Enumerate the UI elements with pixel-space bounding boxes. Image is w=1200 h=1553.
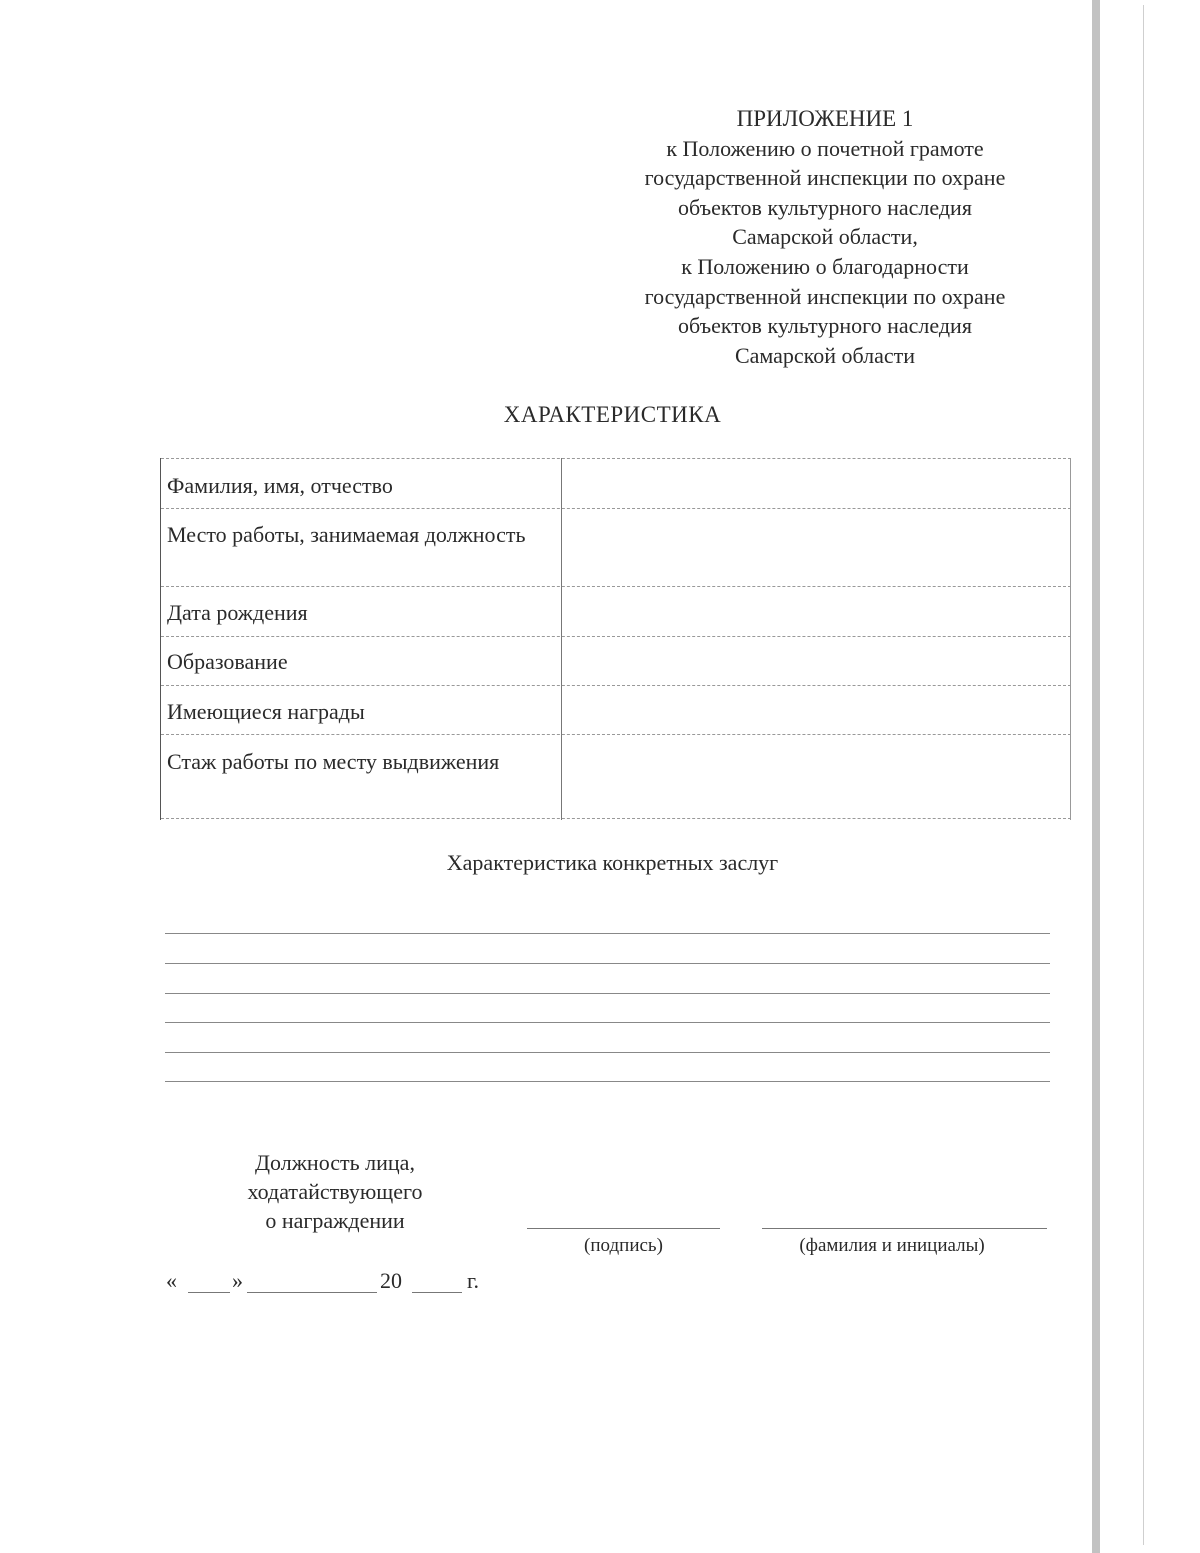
position-line: о награждении: [265, 1208, 405, 1233]
row-border: [161, 586, 1071, 587]
header-line: объектов культурного наследия: [678, 313, 972, 339]
month-field[interactable]: [247, 1292, 377, 1293]
row-border: [161, 734, 1071, 735]
header-line: государственной инспекции по охране: [644, 165, 1006, 191]
merits-line[interactable]: [165, 1022, 1050, 1023]
row-border: [161, 818, 1071, 819]
personal-info-table: [160, 458, 1071, 820]
row-label: Стаж работы по месту выдвижения: [167, 749, 500, 774]
appendix-header: [580, 104, 1070, 370]
merits-line[interactable]: [165, 933, 1050, 934]
header-line: государственной инспекции по охране: [644, 283, 1006, 309]
row-label: Место работы, занимаемая должность: [167, 522, 526, 547]
row-border: [161, 508, 1071, 509]
petitioner-position: [200, 1148, 470, 1235]
name-field[interactable]: [762, 1228, 1047, 1229]
position-line: ходатайствующего: [247, 1179, 423, 1204]
row-border: [161, 685, 1071, 686]
year-suffix: г.: [467, 1268, 480, 1293]
row-border: [161, 636, 1071, 637]
row-label: Образование: [167, 649, 288, 674]
scan-edge-shadow: [1092, 0, 1100, 1553]
signature-caption: (подпись): [584, 1235, 663, 1256]
appendix-number: ПРИЛОЖЕНИЕ 1: [736, 106, 914, 131]
date-close-quote: »: [232, 1268, 243, 1293]
signature-field[interactable]: [527, 1228, 720, 1229]
merits-line[interactable]: [165, 993, 1050, 994]
header-line: Самарской области,: [732, 224, 918, 250]
row-label: Фамилия, имя, отчество: [167, 473, 393, 498]
merits-line[interactable]: [165, 1052, 1050, 1053]
header-line: к Положению о благодарности: [681, 253, 969, 279]
document-title: ХАРАКТЕРИСТИКА: [503, 402, 722, 427]
header-line: объектов культурного наследия: [678, 194, 972, 220]
header-line: к Положению о почетной грамоте: [666, 135, 984, 161]
header-line: Самарской области: [734, 342, 916, 368]
row-label: Дата рождения: [167, 600, 308, 625]
merits-line[interactable]: [165, 963, 1050, 964]
year-field[interactable]: [412, 1292, 462, 1293]
merits-line[interactable]: [165, 1081, 1050, 1082]
row-label: Имеющиеся награды: [167, 699, 365, 724]
scan-edge-line: [1143, 5, 1144, 1545]
table-right-border: [1070, 458, 1071, 820]
day-field[interactable]: [188, 1292, 230, 1293]
merits-title: Характеристика конкретных заслуг: [446, 850, 779, 875]
position-line: Должность лица,: [255, 1150, 415, 1175]
row-border: [161, 458, 1071, 459]
date-open-quote: «: [166, 1268, 177, 1293]
name-caption: (фамилия и инициалы): [799, 1235, 985, 1256]
column-divider: [561, 458, 562, 820]
year-prefix: 20: [380, 1268, 402, 1293]
